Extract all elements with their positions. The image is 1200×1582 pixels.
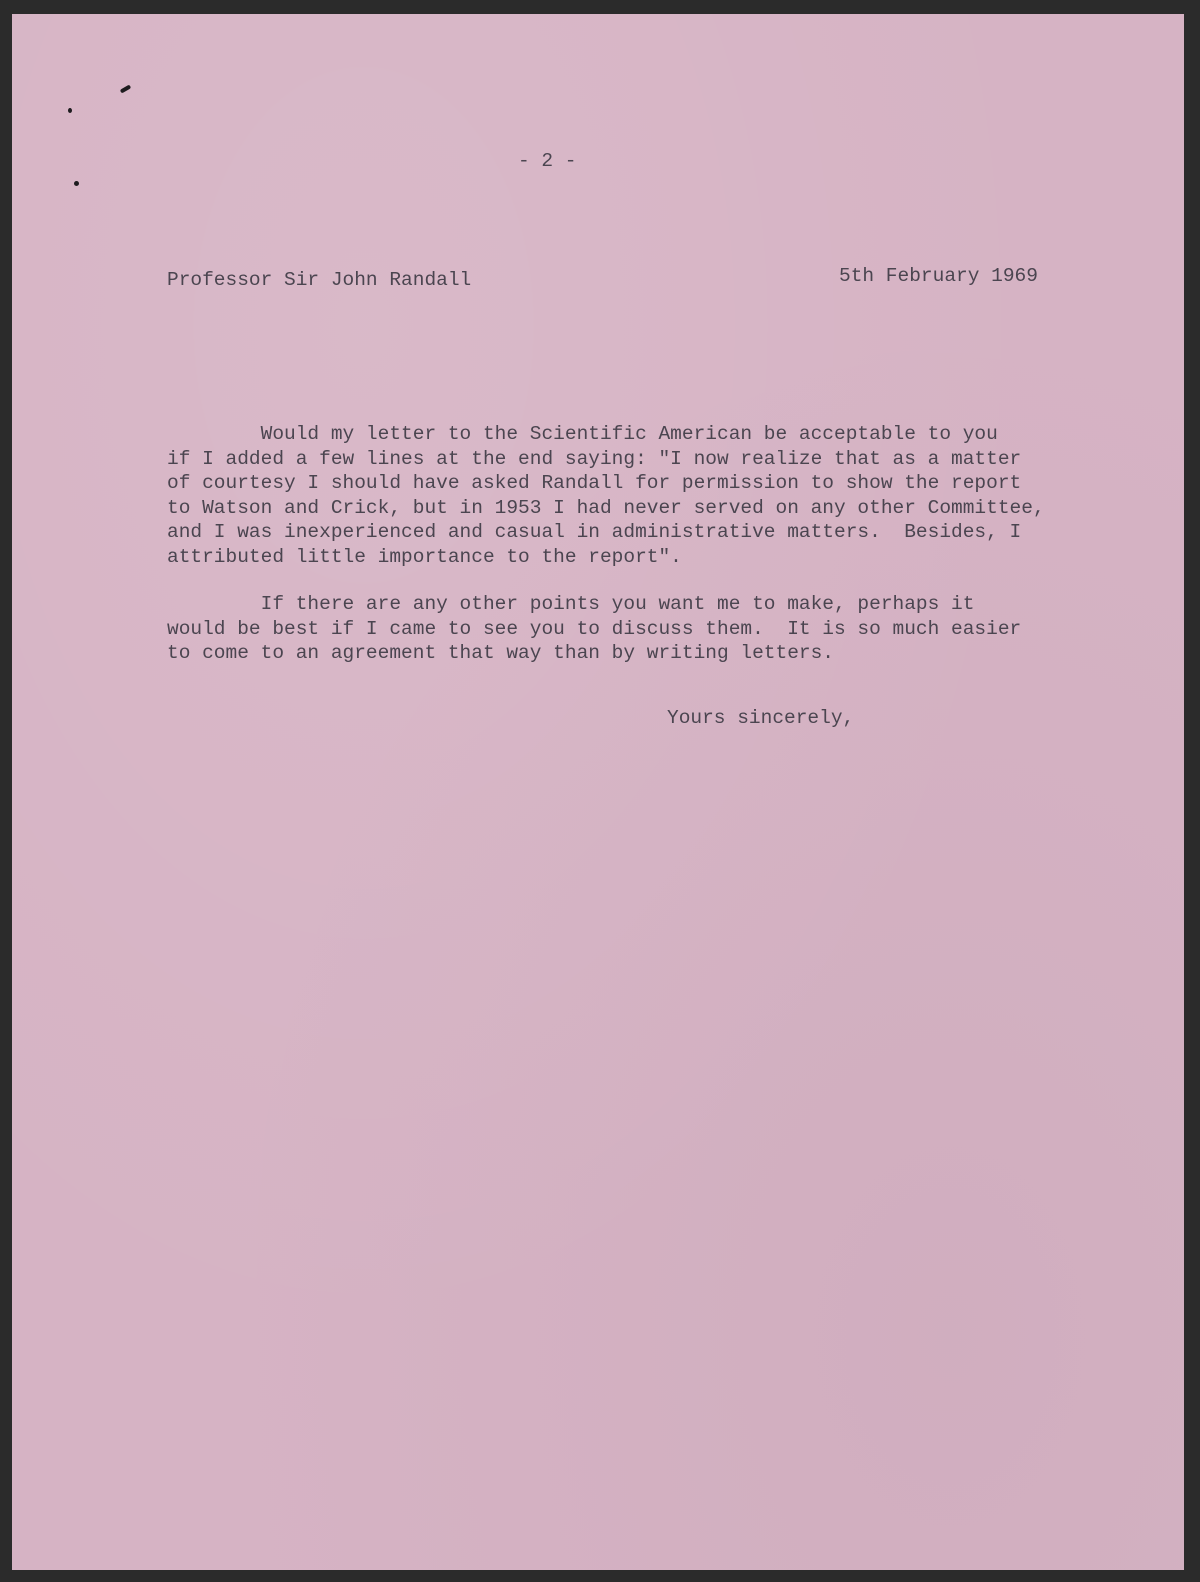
letter-date: 5th February 1969 [839, 265, 1038, 287]
closing-salutation: Yours sincerely, [667, 707, 855, 729]
ink-speck-mark [74, 181, 79, 186]
paragraph-line: and I was inexperienced and casual in administrative matters. Besides, I [167, 521, 1022, 543]
letter-page [12, 14, 1184, 1570]
ink-speck-mark [68, 108, 72, 113]
body-paragraph [167, 422, 1045, 569]
page-number: - 2 - [518, 150, 577, 172]
paragraph-line: to Watson and Crick, but in 1953 I had never served on any other Committee, [167, 496, 1045, 519]
paragraph-line: attributed little importance to the report". [167, 545, 682, 568]
recipient-name: Professor Sir John Randall [167, 269, 472, 291]
paragraph-line: would be best if I came to see you to discuss them. It is so much easier [167, 617, 1022, 640]
paragraph-line: of courtesy I should have asked Randall for permission to show the report [167, 472, 1022, 494]
body-paragraph [167, 592, 1021, 666]
paragraph-line: to come to an agreement that way than by writing letters. [167, 642, 835, 664]
paragraph-line: Would my letter to the Scientific American be acceptable to you [167, 423, 998, 445]
paragraph-line: if I added a few lines at the end saying: "I now realize that as a matter [167, 447, 1022, 470]
paragraph-line: If there are any other points you want me to make, perhaps it [167, 593, 975, 615]
ink-speck-mark [120, 85, 132, 94]
